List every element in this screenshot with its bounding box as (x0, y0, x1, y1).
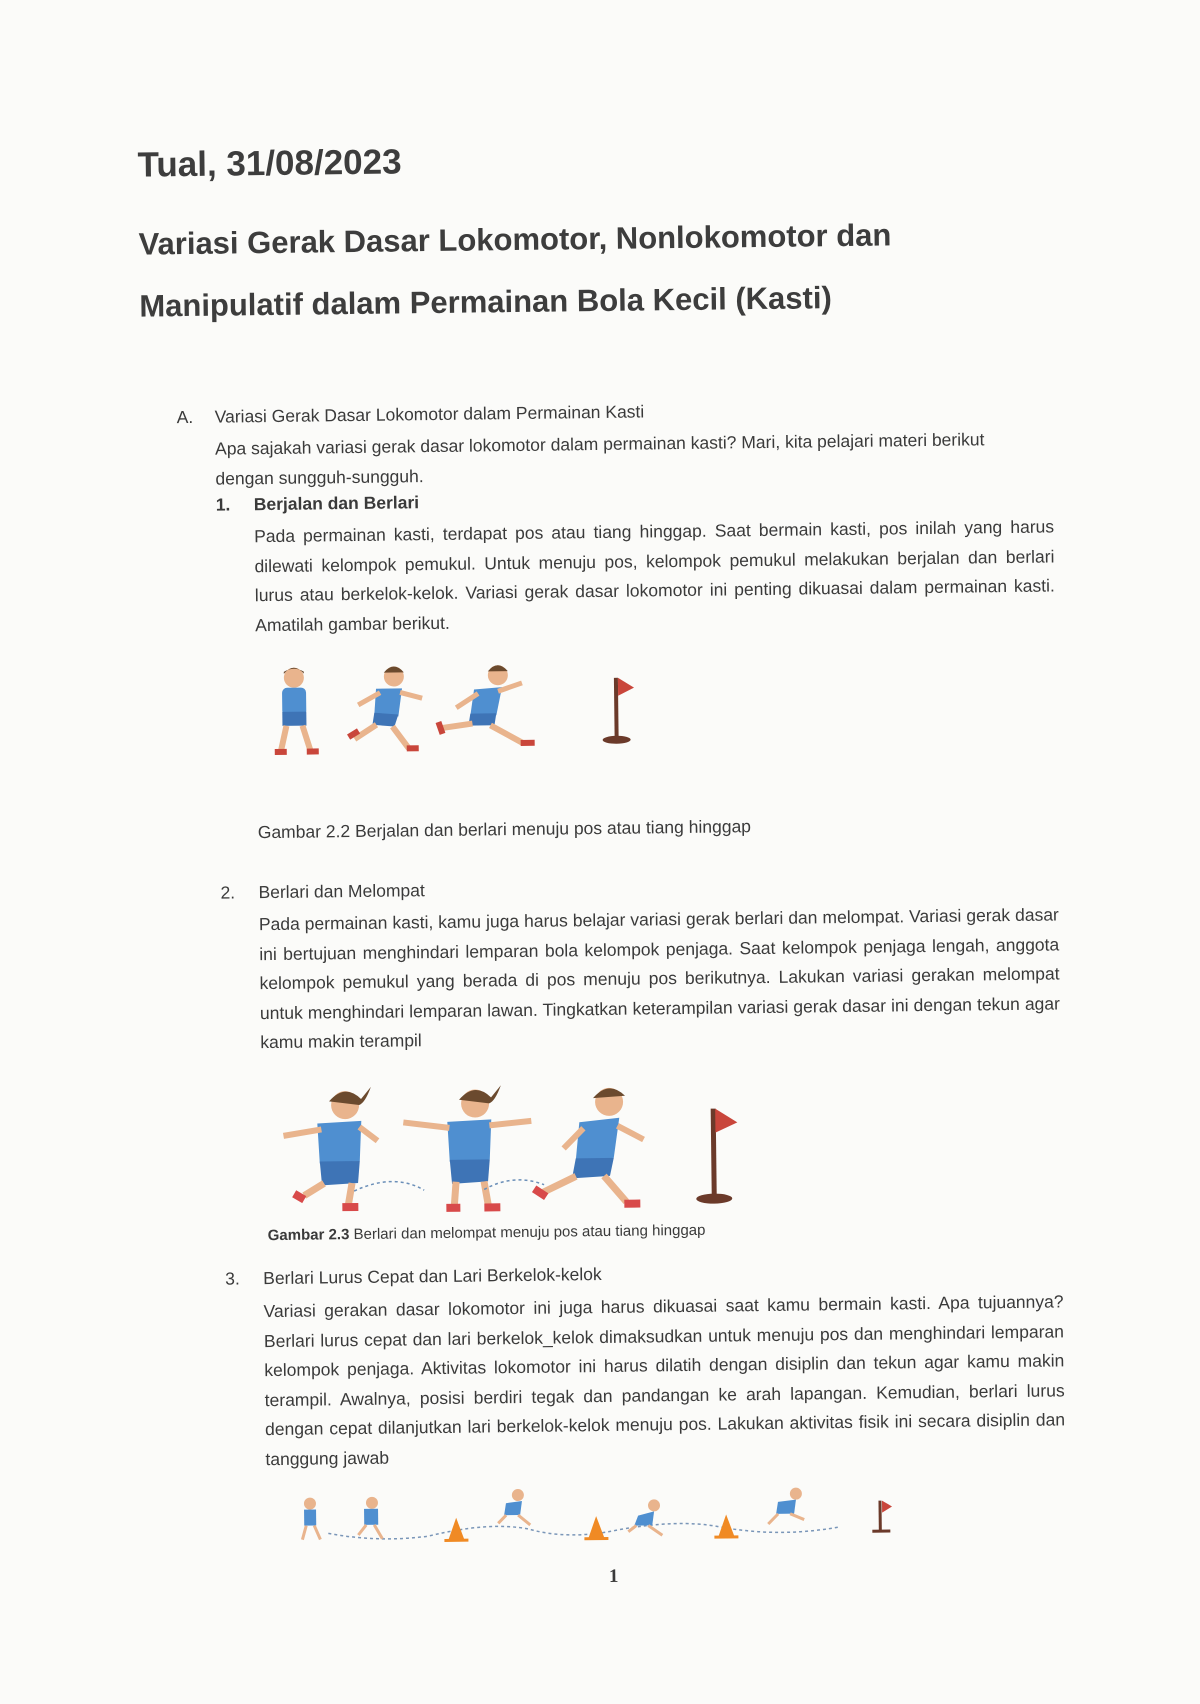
item-2-body: Pada permainan kasti, kamu juga harus belajar variasi gerak berlari dan melompat. Variasi gerak dasar ini bertujuan menghindari lemparan bola kelompok penjaga. Saat kelompok penjaga lengah, anggota kelompok pemukul yang berada di pos menuju pos berikutnya. Lakukan variasi gerakan melompat untuk menghindari lemparan lawan. Tingkatkan keterampilan variasi gerak dasar ini dengan tekun agar kamu makin terampil (259, 900, 1061, 1057)
figure-2-2-caption: Gambar 2.2 Berjalan dan berlari menuju pos atau tiang hinggap (258, 816, 751, 843)
document-date: Tual, 31/08/2023 (137, 142, 401, 185)
figure-2-3-caption-text: Berlari dan melompat menuju pos atau tiang hinggap (349, 1222, 705, 1243)
figure-2-2-walking-running (268, 659, 669, 774)
title-line-1: Variasi Gerak Dasar Lokomotor, Nonlokomotor dan (138, 203, 1039, 276)
item-1-number: 1. (216, 494, 254, 515)
figure-2-3-running-jumping (273, 1078, 795, 1214)
section-heading-text: Variasi Gerak Dasar Lokomotor dalam Permainan Kasti (215, 401, 645, 426)
section-intro: Apa sajakah variasi gerak dasar lokomotor dalam permainan kasti? Mari, kita pelajari materi berikut dengan sungguh-sungguh. (215, 425, 1046, 494)
figure-2-3-caption (268, 1222, 706, 1244)
cone-icon (444, 1518, 468, 1542)
child-running-figure (348, 666, 423, 749)
item-3-number: 3. (225, 1268, 263, 1289)
flag-post-icon (602, 678, 635, 744)
runner-3 (498, 1489, 530, 1525)
item-3-body: Variasi gerakan dasar lokomotor ini juga harus dikuasai saat kamu bermain kasti. Apa tujuannya? Berlari lurus cepat dan lari berkelok_kelok dimaksudkan untuk menuju pos dan menghindari lemparan kelompok penjaga. Aktivitas lokomotor ini harus dilatih dengan disiplin dan tekun agar kamu makin terampil. Awalnya, posisi berdiri tegak dan pandangan ke arah lapangan. Kemudian, berlari lurus dengan cepat dilanjutkan lari berkelok-kelok menuju pos. Lakukan aktivitas fisik ini secara disiplin dan tanggung jawab (263, 1287, 1065, 1474)
runner-4 (628, 1499, 662, 1535)
cone-icon (584, 1516, 608, 1540)
girl-jumping-figure-2 (403, 1085, 532, 1209)
section-letter: A. (177, 407, 215, 428)
item-2-title: Berlari dan Melompat (258, 880, 425, 902)
item-3-title: Berlari Lurus Cepat dan Lari Berkelok-kelok (263, 1264, 602, 1288)
figure-zigzag-running (298, 1486, 919, 1564)
flag-post-icon (872, 1500, 892, 1532)
item-1-body: Pada permainan kasti, terdapat pos atau tiang hinggap. Saat bermain kasti, pos inilah yang harus dilewati kelompok pemukul. Untuk menuju pos, kelompok pemukul melakukan berjalan dan berlari lurus atau berkelok-kelok. Variasi gerak dasar lokomotor ini penting dikuasai dalam permainan kasti. Amatilah gambar berikut. (254, 512, 1055, 640)
item-2-number: 2. (220, 882, 258, 903)
child-sprinting-figure (438, 665, 535, 744)
girl-running-figure-3 (533, 1087, 644, 1204)
runner-2 (358, 1497, 383, 1539)
child-walking-figure (274, 667, 319, 752)
figure-2-3-caption-label: Gambar 2.3 (268, 1226, 350, 1244)
item-1-title: Berjalan dan Berlari (254, 492, 420, 514)
girl-jumping-figure-1 (283, 1087, 378, 1208)
flag-post-icon (695, 1108, 738, 1204)
document-title (138, 203, 1039, 338)
item-2-heading (220, 880, 425, 903)
page-number: 1 (609, 1566, 619, 1588)
item-3-heading (225, 1264, 602, 1290)
section-a-heading (177, 401, 645, 428)
runner-1 (302, 1497, 321, 1539)
item-1-heading (216, 492, 420, 515)
title-line-2: Manipulatif dalam Permainan Bola Kecil (Kasti) (139, 265, 1040, 338)
runner-5 (768, 1488, 804, 1524)
